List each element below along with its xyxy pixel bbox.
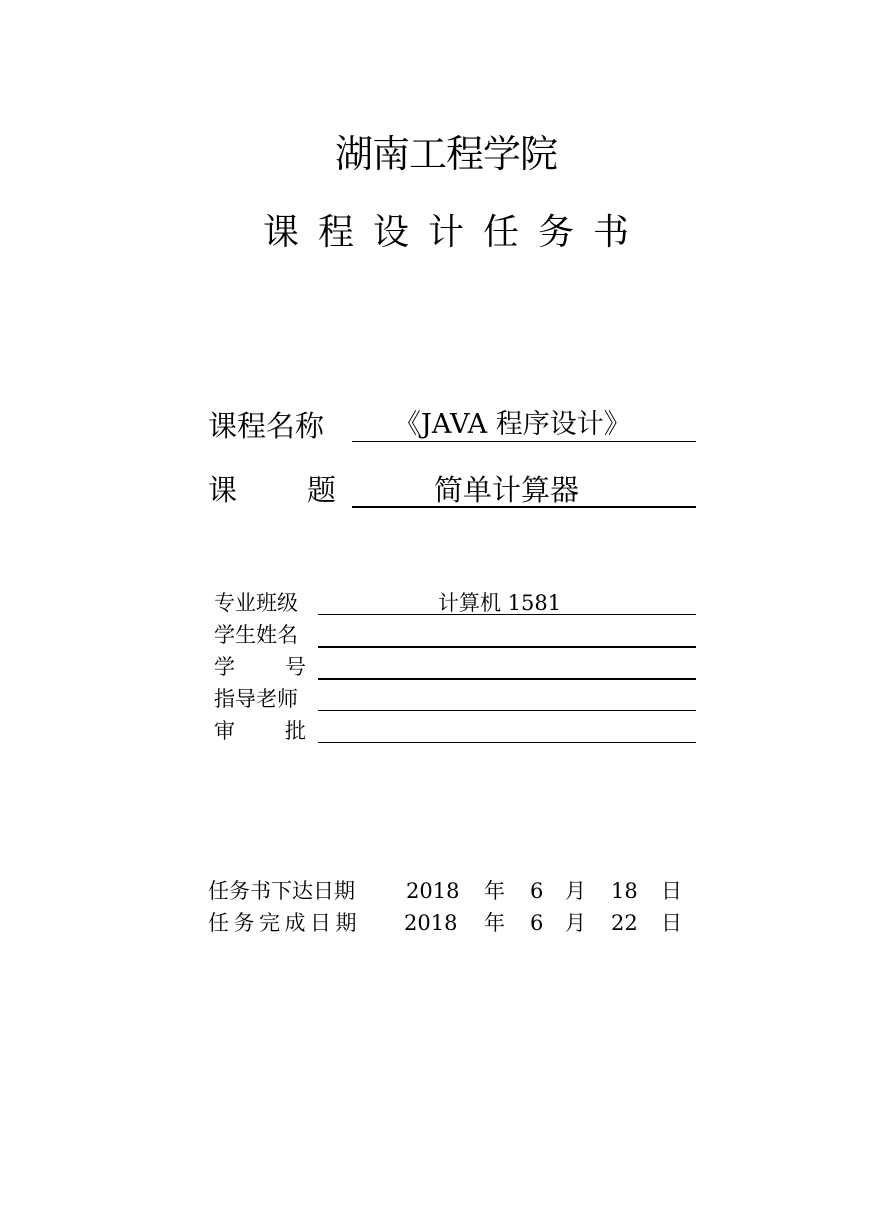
- topic-label-char-1: 课: [208, 473, 238, 507]
- completion-date-row: [0, 909, 869, 937]
- student-name-field: [318, 622, 696, 648]
- issue-date-day: 18: [611, 879, 638, 903]
- advisor-label: 指导老师: [214, 687, 298, 711]
- major-class-field: [318, 590, 696, 615]
- student-id-label-char-2: 号: [285, 655, 306, 679]
- completion-date-label: 任务完成日期: [208, 911, 361, 935]
- completion-date-year: 2018: [404, 911, 458, 935]
- issue-date-month-unit: 月: [565, 879, 586, 903]
- issue-date-year: 2018: [406, 879, 460, 903]
- major-class-label: 专业班级: [214, 591, 298, 615]
- student-id-label-char-1: 学: [214, 655, 235, 679]
- school-name: 湖南工程学院: [334, 132, 557, 176]
- course-name-label: 课程名称: [208, 409, 325, 443]
- document-title: 课程设计任务书: [262, 212, 648, 253]
- student-name-label: 学生姓名: [214, 623, 298, 647]
- approval-label: [214, 718, 306, 744]
- student-id-label: [214, 654, 306, 680]
- issue-date-row: [0, 877, 869, 905]
- completion-date-day-unit: 日: [661, 911, 682, 935]
- issue-date-year-unit: 年: [484, 879, 505, 903]
- course-name-value: 《JAVA 程序设计》: [394, 409, 631, 440]
- approval-label-char-2: 批: [285, 719, 306, 743]
- major-class-value: 计算机 1581: [438, 591, 562, 615]
- completion-date-month-unit: 月: [565, 911, 586, 935]
- approval-label-char-1: 审: [214, 719, 235, 743]
- student-id-field: [318, 654, 696, 680]
- completion-date-month: 6: [530, 911, 544, 935]
- topic-value: 简单计算器: [434, 473, 580, 507]
- issue-date-month: 6: [530, 879, 544, 903]
- topic-label: [208, 472, 336, 508]
- course-name-field: [352, 407, 696, 442]
- issue-date-label: 任务书下达日期: [208, 879, 355, 903]
- topic-field: [352, 472, 696, 508]
- completion-date-day: 22: [611, 911, 638, 935]
- completion-date-year-unit: 年: [484, 911, 505, 935]
- issue-date-day-unit: 日: [661, 879, 682, 903]
- advisor-field: [318, 686, 696, 711]
- topic-label-char-2: 题: [306, 473, 336, 507]
- approval-field: [318, 718, 696, 743]
